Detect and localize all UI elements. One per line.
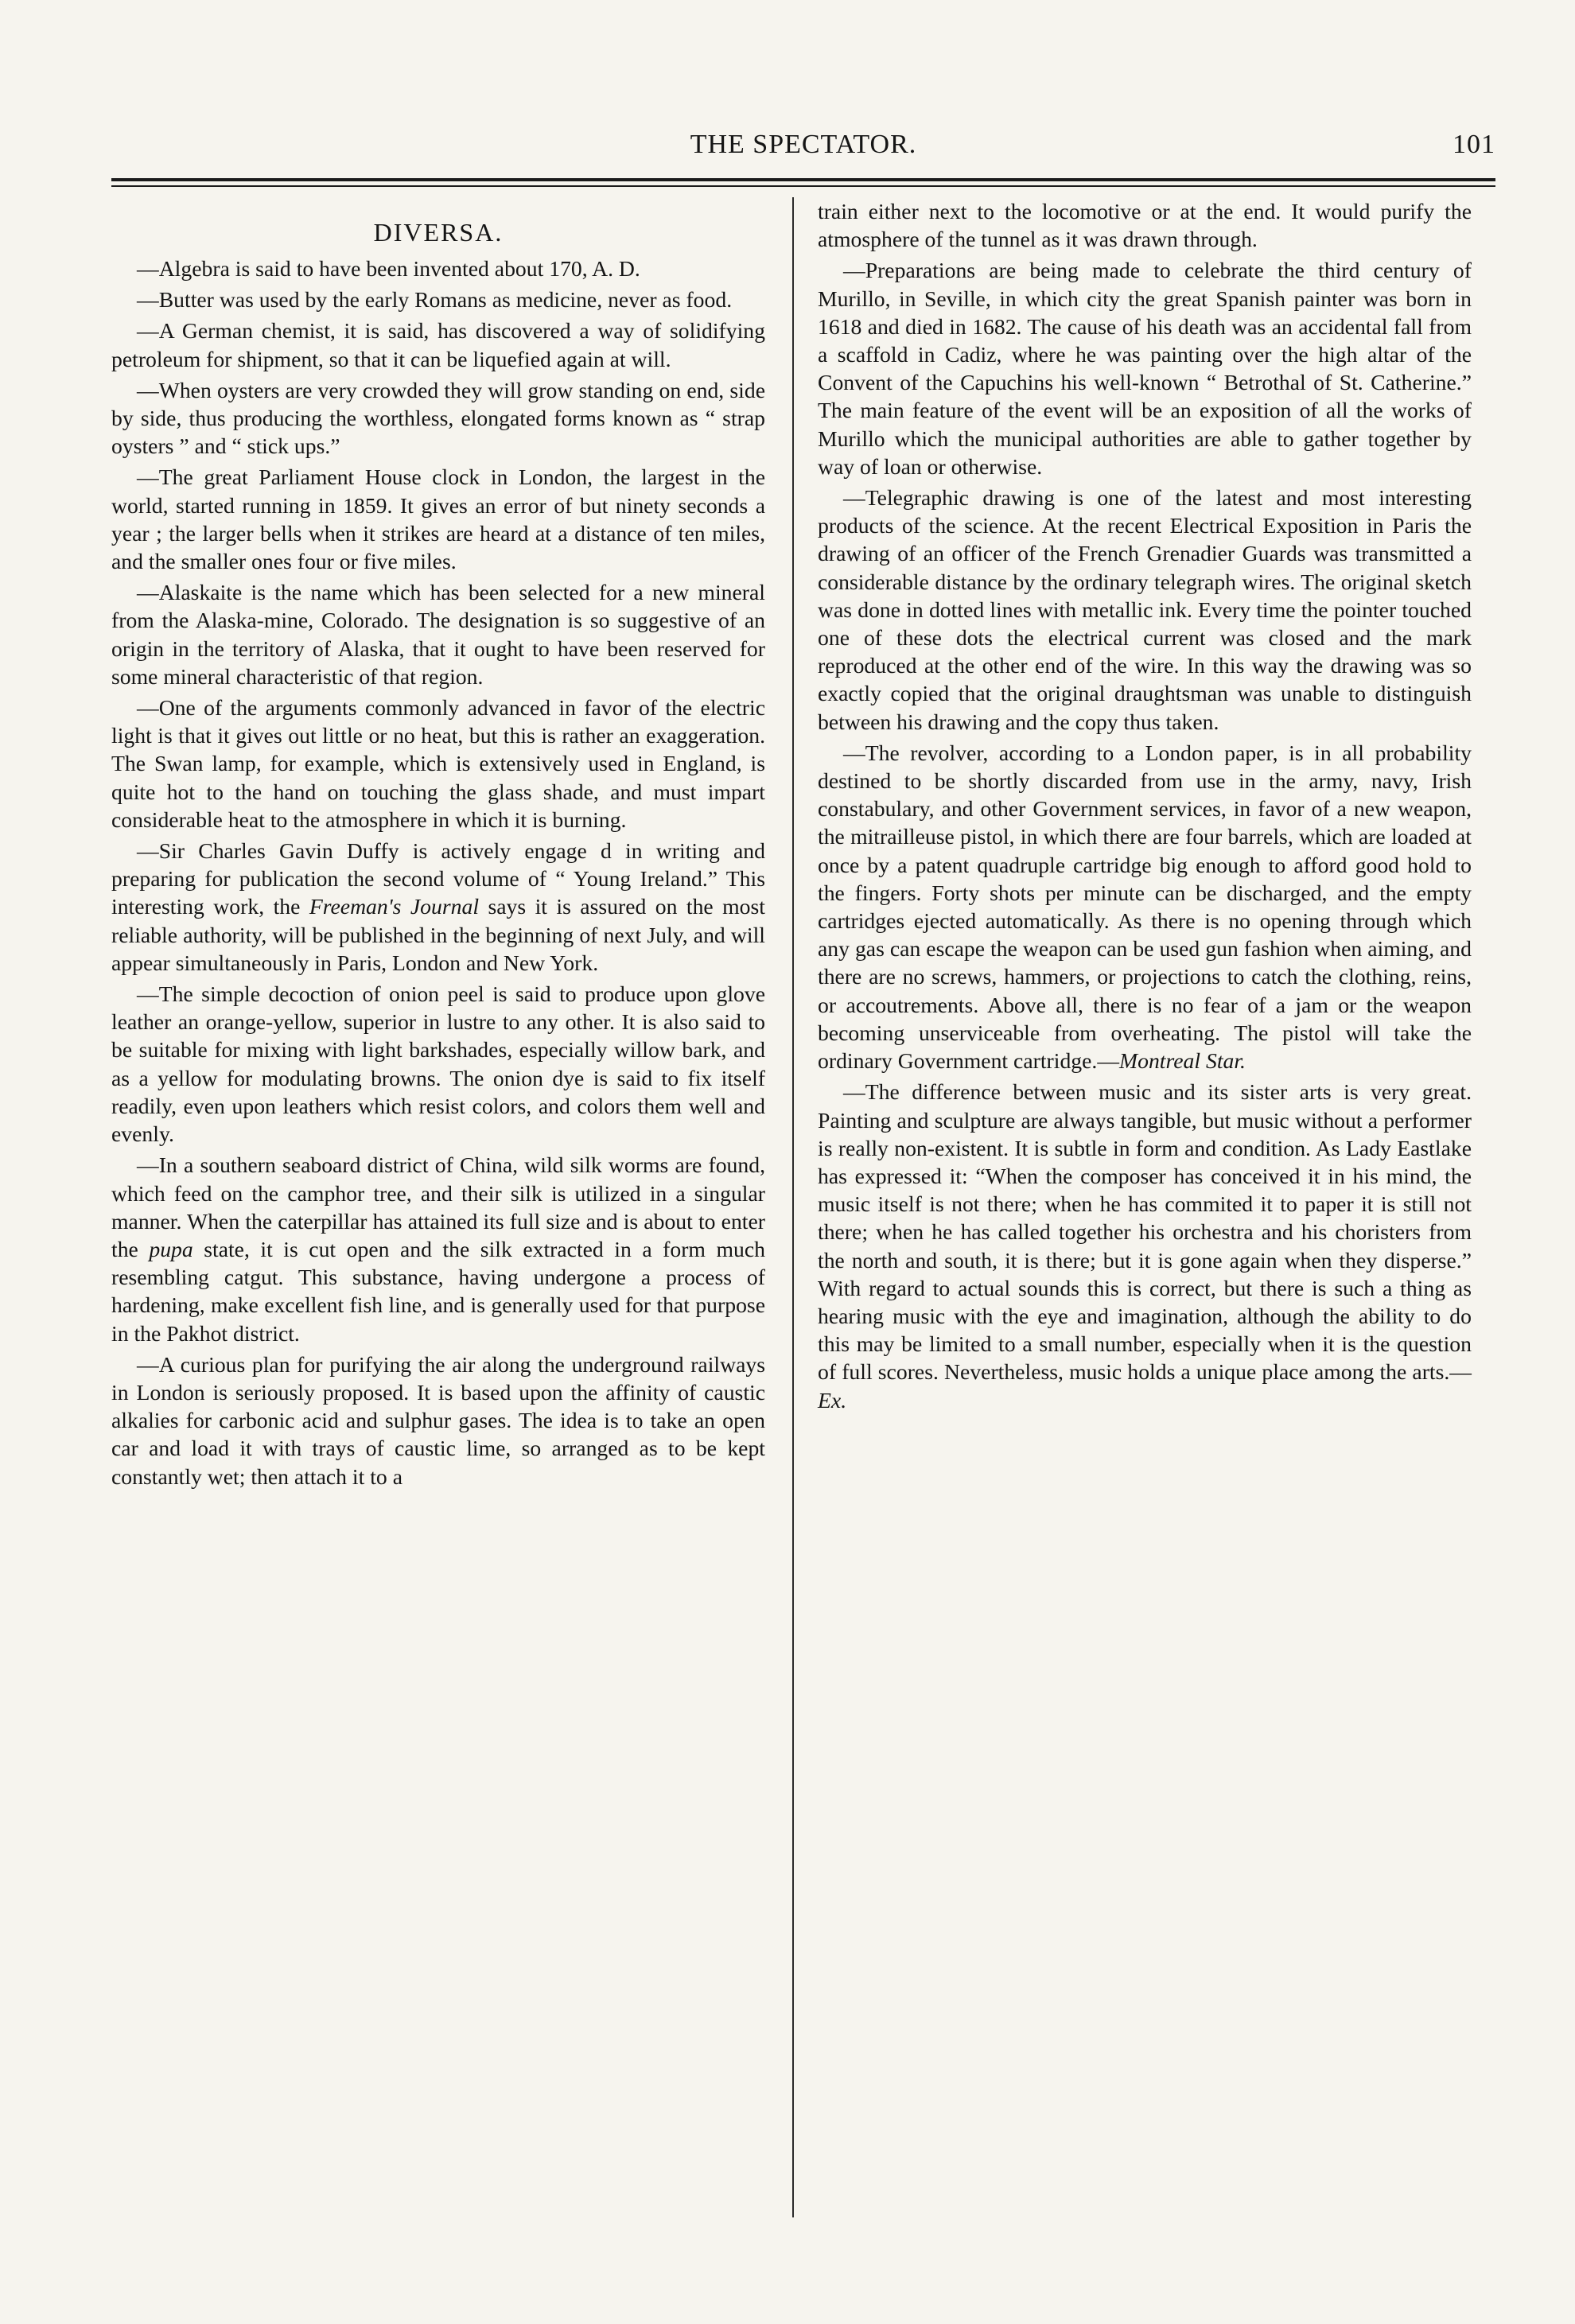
columns: [111, 197, 1495, 2251]
article-silk-text-end: state, it is cut open and the silk extracted in a form much resembling catgut. This substance, having undergone a process of hardening, make excellent fish line, and is generally used for that purpose in the Pakhot district.: [111, 1236, 765, 1346]
article-algebra: —Algebra is said to have been invented about 170, A. D.: [137, 256, 640, 281]
article-murillo: —Preparations are being made to celebrate the third century of Murillo, in Seville, in which city the great Spanish painter was born in 1618 and died in 1682. The cause of his death was an accidental fall from a scaffold in Cadiz, where he was painting over the high altar of the Convent of the Capuchins his well-known “ Betrothal of St. Catherine.” The main feature of the event will be an exposition of all the works of Murillo which the municipal authorities are able to gather together by way of loan or otherwise.: [818, 258, 1472, 479]
article-silk-worms: [111, 1151, 765, 1347]
article-music-source: Ex.: [818, 1387, 847, 1413]
article-air-purifying-continued: train either next to the locomotive or at the end. It would purify the atmosphere of the tunnel as it was drawn through.: [818, 199, 1472, 252]
article-duffy-text-end: says it is assured on the most reliable authority, will be published in the beginning of next July, and will appear simultaneously in Paris, London and New York.: [111, 894, 765, 975]
page: [111, 119, 1495, 2251]
article-duffy: [111, 837, 765, 977]
article-onion-dye: —The simple decoction of onion peel is said to produce upon glove leather an orange-yellow, superior in lustre to any other. It is also said to be suitable for mixing with light barkshades, especially willow bark, and as a yellow for modulating browns. The onion dye is said to fix itself readily, even upon leathers which resist colors, and colors them well and evenly.: [111, 981, 765, 1147]
column-divider: [792, 197, 794, 2217]
section-heading: DIVERSA.: [373, 218, 504, 247]
article-silk-italic: pupa: [149, 1236, 193, 1261]
article-revolver-source: Montreal Star.: [1119, 1048, 1246, 1074]
article-parliament-clock: —The great Parliament House clock in London, the largest in the world, started running in 1859. It gives an error of but ninety seconds a year ; the larger bells when it strikes are heard at a distance of ten miles, and the smaller ones four or five miles.: [111, 464, 765, 574]
article-music-text: —The difference between music and its sister arts is very great. Painting and sculpture are always tangible, but music without a performer is really non-existent. It is subtle in form and condition. As Lady Eastlake has expressed it: “When the composer has conceived it in his mind, the music itself is not there; when he has commited it to paper it is still not there; when he has called together his orchestra and his choristers from the north and south, it is there; but it is gone again when they disperse.” With regard to actual sounds this is correct, but there is such a thing as hearing music with the eye and imagination, although the ability to do this may be limited to a small number, especially when it is the question of full scores. Nevertheless, music holds a unique place among the arts.—: [818, 1079, 1472, 1385]
page-number: 101: [1452, 130, 1495, 159]
article-electric-light: —One of the arguments commonly advanced in favor of the electric light is that it gives out little or no heat, but this is rather an exaggeration. The Swan lamp, for example, which is extensively used in England, is quite hot to the hand on touching the glass shade, and must impart considerable heat to the atmosphere in which it is burning.: [111, 695, 765, 832]
article-petroleum: —A German chemist, it is said, has discovered a way of solidifying petroleum for shipment, so that it can be liquefied again at will.: [111, 318, 765, 371]
article-telegraphic-drawing: —Telegraphic drawing is one of the latest and most interesting products of the science. At the recent Electrical Exposition in Paris the drawing of an officer of the French Grenadier Guards was transmitted a considerable distance by the ordinary telegraph wires. The original sketch was done in dotted lines with metallic ink. Every time the pointer touched one of these dots the electrical current was closed and the mark reproduced at the other end of the wire. In this way the drawing was so exactly copied that the original draughtsman was unable to distinguish between his drawing and the copy thus taken.: [818, 485, 1472, 734]
article-butter: —Butter was used by the early Romans as medicine, never as food.: [137, 287, 733, 313]
header-rule-thick: [111, 178, 1495, 181]
article-air-purifying: —A curious plan for purifying the air along the underground railways in London is seriously proposed. It is based upon the affinity of caustic alkalies for carbonic acid and sulphur gases. The idea is to take an open car and load it with trays of caustic lime, so arranged as to be kept constantly wet; then attach it to a: [111, 1351, 765, 1489]
header-rule-thin: [111, 185, 1495, 187]
running-head: [111, 119, 1495, 170]
publication-title: THE SPECTATOR.: [690, 130, 917, 159]
left-column: [111, 197, 765, 1494]
article-revolver: [818, 739, 1472, 1075]
article-duffy-italic: Freeman's Journal: [309, 894, 480, 919]
article-revolver-text: —The revolver, according to a London paper, is in all probability destined to be shortly discarded from use in the army, navy, Irish constabulary, and other Government services, in favor of a new weapon, the mitrailleuse pistol, in which there are four barrels, which are loaded at once by a patent quadruple cartridge big enough to afford good hold to the fingers. Forty shots per minute can be discharged, and the empty cartridges ejected automatically. As there is no opening through which any gas can escape the weapon can be used gun fashion when aiming, and there are no screws, hammers, or projections to catch the clothing, reins, or accoutrements. Above all, there is no fear of a jam or the weapon becoming unserviceable from overheating. The pistol will take the ordinary Government cartridge.—: [818, 740, 1472, 1074]
article-music: [818, 1078, 1472, 1413]
article-duffy-text: —Sir Charles Gavin Duffy is actively engage d in writing and preparing for publication the second volume of “ Young Ireland.” This interesting work, the: [111, 838, 765, 919]
article-oysters: —When oysters are very crowded they will grow standing on end, side by side, thus producing the worthless, elongated forms known as “ strap oysters ” and “ stick ups.”: [111, 377, 765, 459]
right-column: [818, 197, 1472, 1417]
article-silk-text: —In a southern seaboard district of China, wild silk worms are found, which feed on the camphor tree, and their silk is utilized in a singular manner. When the caterpillar has attained its full size and is about to enter the: [111, 1152, 765, 1261]
article-alaskaite: —Alaskaite is the name which has been selected for a new mineral from the Alaska-mine, Colorado. The designation is so suggestive of an origin in the territory of Alaska, that it ought to have been reserved for some mineral characteristic of that region.: [111, 580, 765, 689]
